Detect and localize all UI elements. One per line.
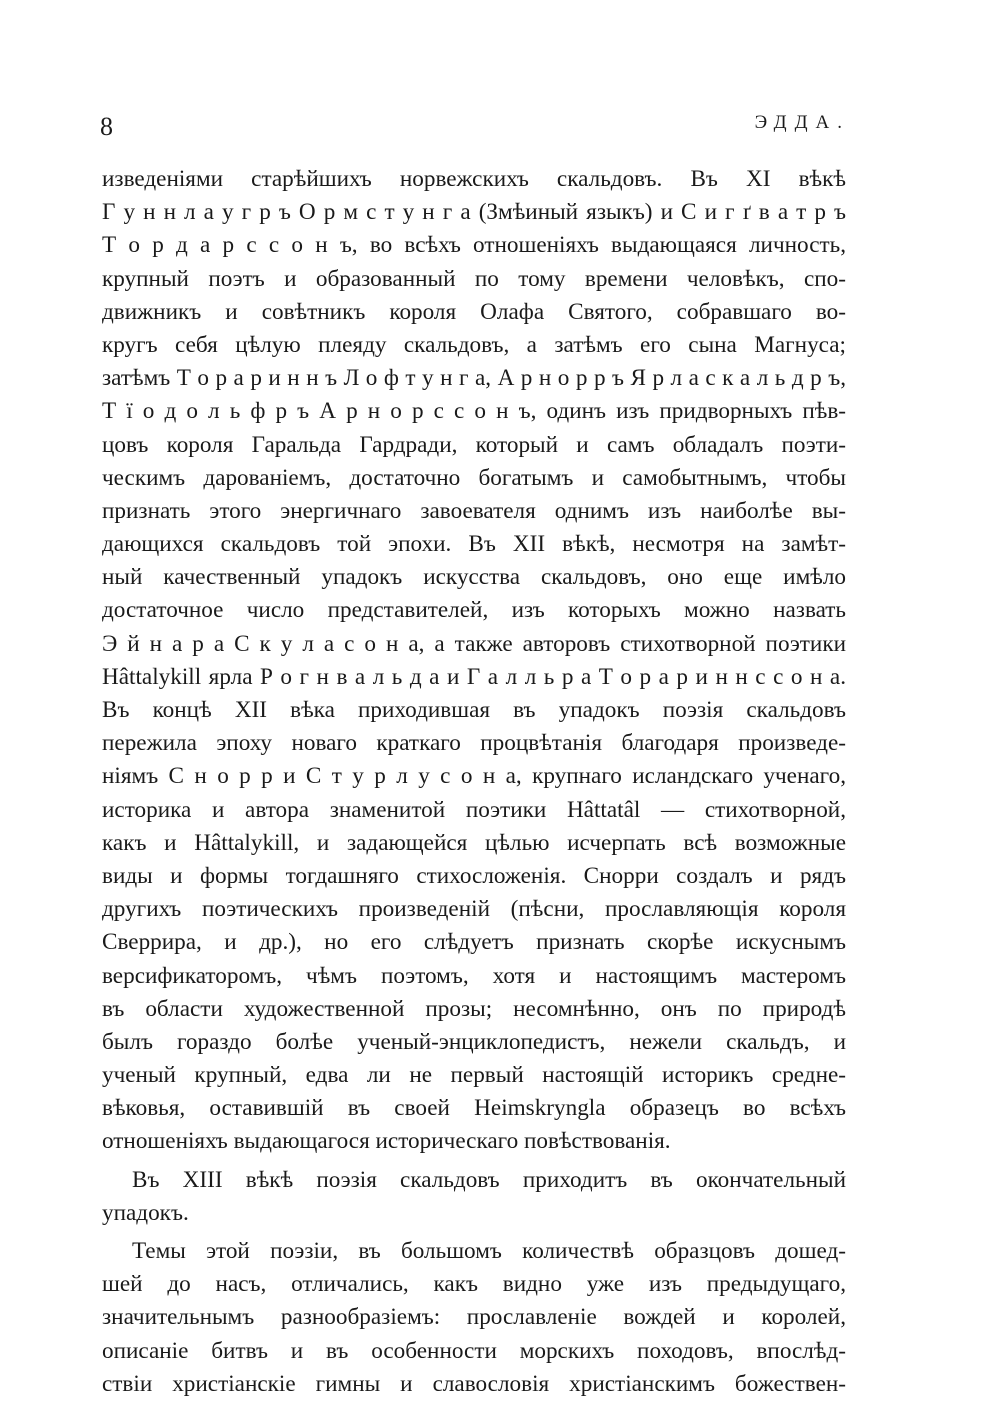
text-line: ный качественный упадокъ искусства скальдовъ, оно еще имѣло (102, 564, 846, 591)
running-head: ЭДДА. (754, 112, 850, 133)
text-line: былъ гораздо болѣе ученый-энциклопедистъ, нежели скальдъ, и (102, 1028, 846, 1055)
text-line: Т ї о д о л ь ф р ъ А р н о р с с о н ъ, одинъ изъ придворныхъ пѣв- (102, 398, 846, 425)
text-line: Г у н н л а у г р ъ О р м с т у н г а (Змѣиный языкъ) и С и г ґ в а т р ъ (102, 199, 846, 226)
text-line: признать этого энергичнаго завоевателя однимъ изъ наиболѣе вы- (102, 497, 846, 524)
text-line: крупный поэтъ и образованный по тому времени человѣкъ, спо- (102, 265, 846, 292)
text-line: значительнымъ разнообразіемъ: прославленіе вождей и королей, (102, 1304, 846, 1331)
text-line: ствіи христіанскіе гимны и славословія христіанскимъ божествен- (102, 1370, 846, 1397)
text-line: ческимъ дарованіемъ, достаточно богатымъ и самобытнымъ, чтобы (102, 464, 846, 491)
text-line: виды и формы тогдашняго стихосложенія. Снорри создалъ и рядъ (102, 862, 846, 889)
text-line: историка и автора знаменитой поэтики Hâttatâl — стихотворной, (102, 796, 846, 823)
text-line: изведеніями старѣйшихъ норвежскихъ скальдовъ. Въ XI вѣкѣ (102, 166, 846, 192)
text-line: Темы этой поэзіи, въ большомъ количествѣ образцовъ дошед- (132, 1238, 846, 1264)
page-number: 8 (100, 112, 113, 141)
text-line: ніямъ С н о р р и С т у р л у с о н а, крупнаго исландскаго ученаго, (102, 763, 846, 790)
text-line: Въ XIII вѣкѣ поэзія скальдовъ приходитъ въ окончательный (132, 1166, 846, 1193)
text-line: Э й н а р а С к у л а с о н а, а также авторовъ стихотворной поэтики (102, 630, 846, 657)
text-line: въ области художественной прозы; несомнѣнно, онъ по природѣ (102, 995, 846, 1022)
text-line: движникъ и совѣтникъ короля Олафа Святого, собравшаго во- (102, 298, 846, 325)
text-line: другихъ поэтическихъ произведеній (пѣсни, прославляющія короля (102, 896, 846, 923)
text-line: Т о р д а р с с о н ъ, во всѣхъ отношеніяхъ выдающаяся личность, (102, 232, 846, 259)
text-line: Hâttalykill ярла Р о г н в а л ь д а и Г а л л ь р а Т о р а р и н н с с о н а. (102, 663, 846, 690)
text-line: какъ и Hâttalykill, и задающейся цѣлью исчерпать всѣ возможные (102, 829, 846, 856)
text-line: Сверрира, и др.), но его слѣдуетъ признать скорѣе искуснымъ (102, 929, 846, 956)
text-line: затѣмъ Т о р а р и н н ъ Л о ф т у н г а, А р н о р р ъ Я р л а с к а л ь д р ъ, (102, 365, 846, 392)
text-line: версификаторомъ, чѣмъ поэтомъ, хотя и настоящимъ мастеромъ (102, 962, 846, 989)
text-line: достаточное число представителей, изъ которыхъ можно назвать (102, 597, 846, 624)
text-line: отношеніяхъ выдающагося историческаго повѣствованія. (102, 1128, 671, 1155)
text-line: цовъ короля Гаральда Гардради, который и самъ обладалъ поэти- (102, 431, 846, 458)
text-line: дающихся скальдовъ той эпохи. Въ XII вѣкѣ, несмотря на замѣт- (102, 531, 846, 558)
text-line: описаніе битвъ и въ особенности морскихъ походовъ, впослѣд- (102, 1337, 846, 1364)
text-line: ученый крупный, едва ли не первый настоящій историкъ средне- (102, 1062, 846, 1089)
text-line: упадокъ. (102, 1199, 189, 1226)
body-text (102, 163, 846, 1401)
text-line: шей до насъ, отличались, какъ видно уже изъ предыдущаго, (102, 1271, 846, 1298)
text-line: Въ концѣ XII вѣка приходившая въ упадокъ поэзія скальдовъ (102, 697, 846, 723)
text-line: кругъ себя цѣлую плеяду скальдовъ, а затѣмъ его сына Магнуса; (102, 331, 846, 358)
text-line: пережила эпоху новаго краткаго процвѣтанія благодаря произведе- (102, 730, 846, 757)
text-line: вѣковья, оставившій въ своей Heimskryngla образецъ во всѣхъ (102, 1095, 846, 1122)
